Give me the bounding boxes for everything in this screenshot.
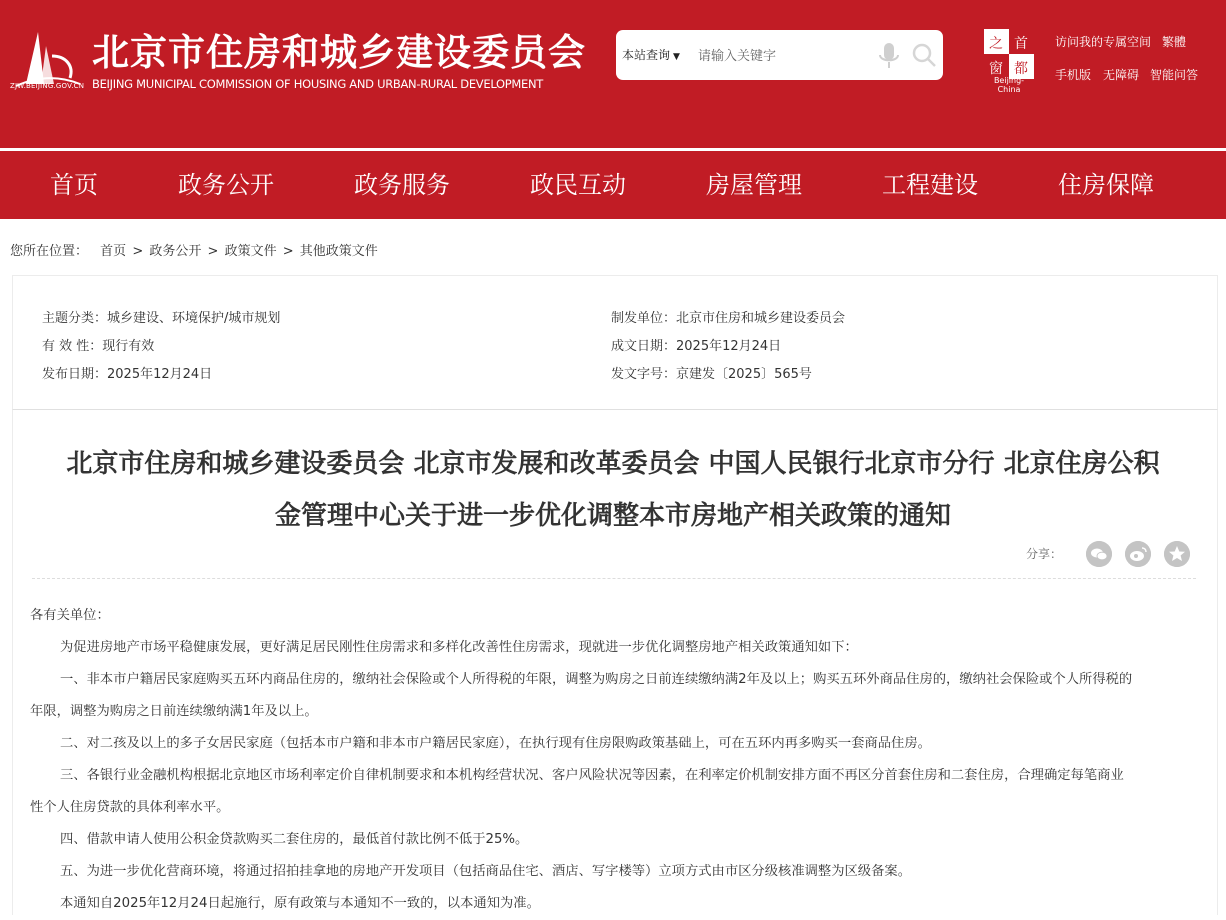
nav-item-housing-management[interactable]: 房屋管理 — [706, 171, 802, 199]
capital-caption: Beijing-China — [993, 76, 1025, 94]
search-scope-select[interactable] — [622, 30, 680, 80]
breadcrumb-item-home[interactable]: 首页 — [100, 244, 127, 259]
breadcrumb-label: 您所在位置： — [10, 244, 89, 259]
favorite-icon[interactable] — [1164, 541, 1190, 567]
body-paragraph-intro: 为促进房地产市场平稳健康发展，更好满足居民刚性住房需求和多样化改善性住房需求，现就进一步优化调整房地产相关政策通知如下： — [60, 640, 858, 655]
smart-qa-link[interactable]: 智能问答 — [1150, 68, 1199, 82]
breadcrumb-item-other-policy-documents[interactable]: 其他政策文件 — [299, 244, 378, 259]
breadcrumb-separator: > — [282, 244, 294, 259]
site-subtitle: BEIJING MUNICIPAL COMMISSION OF HOUSING AND URBAN-RURAL DEVELOPMENT — [92, 77, 544, 91]
search-icon[interactable] — [911, 42, 937, 68]
capital-char-1: 首 — [1014, 36, 1028, 52]
capital-char-2: 都 — [1014, 61, 1028, 77]
body-paragraph-5: 五、为进一步优化营商环境，将通过招拍挂拿地的房地产开发项目（包括商品住宅、酒店、写字楼等）立项方式由市区分级核准调整为区级备案。 — [60, 864, 911, 879]
nav-item-engineering[interactable]: 工程建设 — [882, 171, 978, 199]
logo-url-text: ZJW.BEIJING.GOV.CN — [10, 82, 85, 90]
site-header — [0, 0, 1226, 148]
wechat-icon[interactable] — [1086, 541, 1112, 567]
breadcrumb-separator: > — [132, 244, 144, 259]
nav-item-housing-security[interactable]: 住房保障 — [1058, 171, 1154, 199]
meta-publish-date: 发布日期：2025年12月24日 — [42, 367, 213, 382]
body-salutation: 各有关单位： — [30, 608, 110, 623]
body-paragraph-2: 二、对二孩及以上的多子女居民家庭（包括本市户籍和非本市户籍居民家庭），在执行现有住房限购政策基础上，可在五环内再多购买一套商品住房。 — [60, 736, 931, 751]
weibo-icon[interactable] — [1125, 541, 1151, 567]
main-nav — [0, 151, 1226, 219]
breadcrumb-item-government-affairs[interactable]: 政务公开 — [149, 244, 202, 259]
body-paragraph-4: 四、借款申请人使用公积金贷款购买二套住房的，最低首付款比例不低于25%。 — [60, 832, 529, 847]
document-title-line-2: 金管理中心关于进一步优化调整本市房地产相关政策的通知 — [274, 501, 951, 531]
nav-item-home[interactable]: 首页 — [50, 171, 98, 199]
breadcrumb — [10, 240, 380, 259]
document-title-line-1: 北京市住房和城乡建设委员会 北京市发展和改革委员会 中国人民银行北京市分行 北京住房公积 — [66, 449, 1160, 479]
traditional-chinese-link[interactable]: 繁體 — [1162, 35, 1187, 49]
personal-space-link[interactable]: 访问我的专属空间 — [1055, 35, 1152, 49]
body-paragraph-1-continued: 年限，调整为购房之日前连续缴纳满1年及以上。 — [30, 704, 318, 719]
breadcrumb-item-policy-documents[interactable]: 政策文件 — [224, 244, 277, 259]
meta-written-date: 成文日期：2025年12月24日 — [611, 339, 782, 354]
search-input[interactable] — [696, 42, 870, 70]
body-paragraph-3: 三、各银行业金融机构根据北京地区市场利率定价自律机制要求和本机构经营状况、客户风险状况等因素，在利率定价机制安排方面不再区分首套住房和二套住房，合理确定每笔商业 — [60, 768, 1124, 783]
nav-item-government-services[interactable]: 政务服务 — [354, 171, 450, 199]
meta-document-number: 发文字号：京建发〔2025〕565号 — [611, 367, 812, 382]
body-paragraph-3-continued: 性个人住房贷款的具体利率水平。 — [30, 800, 230, 815]
mobile-version-link[interactable]: 手机版 — [1055, 68, 1092, 82]
nav-item-government-affairs[interactable]: 政务公开 — [178, 171, 274, 199]
microphone-icon[interactable] — [878, 42, 900, 70]
meta-topic-category: 主题分类：城乡建设、环境保护/城市规划 — [42, 311, 281, 326]
capital-char-4: 窗 — [989, 61, 1003, 77]
accessibility-link[interactable]: 无障碍 — [1103, 68, 1140, 82]
nav-item-public-interaction[interactable]: 政民互动 — [530, 171, 626, 199]
meta-issuing-unit: 制发单位：北京市住房和城乡建设委员会 — [611, 311, 846, 326]
site-title[interactable]: 北京市住房和城乡建设委员会 — [92, 31, 586, 74]
body-paragraph-1: 一、非本市户籍居民家庭购买五环内商品住房的，缴纳社会保险或个人所得税的年限，调整为购房之日前连续缴纳满2年及以上；购买五环外商品住房的，缴纳社会保险或个人所得税的 — [60, 672, 1133, 687]
share-label: 分享： — [1026, 547, 1063, 561]
capital-char-3: 之 — [989, 36, 1003, 52]
meta-validity: 有 效 性：现行有效 — [42, 339, 155, 354]
search-scope-label: 本站查询 — [622, 48, 671, 62]
chevron-down-icon: ▼ — [673, 52, 680, 62]
title-divider — [32, 578, 1196, 579]
breadcrumb-separator: > — [207, 244, 219, 259]
body-paragraph-effective-date: 本通知自2025年12月24日起施行，原有政策与本通知不一致的，以本通知为准。 — [60, 896, 540, 911]
document-title — [20, 438, 1206, 542]
